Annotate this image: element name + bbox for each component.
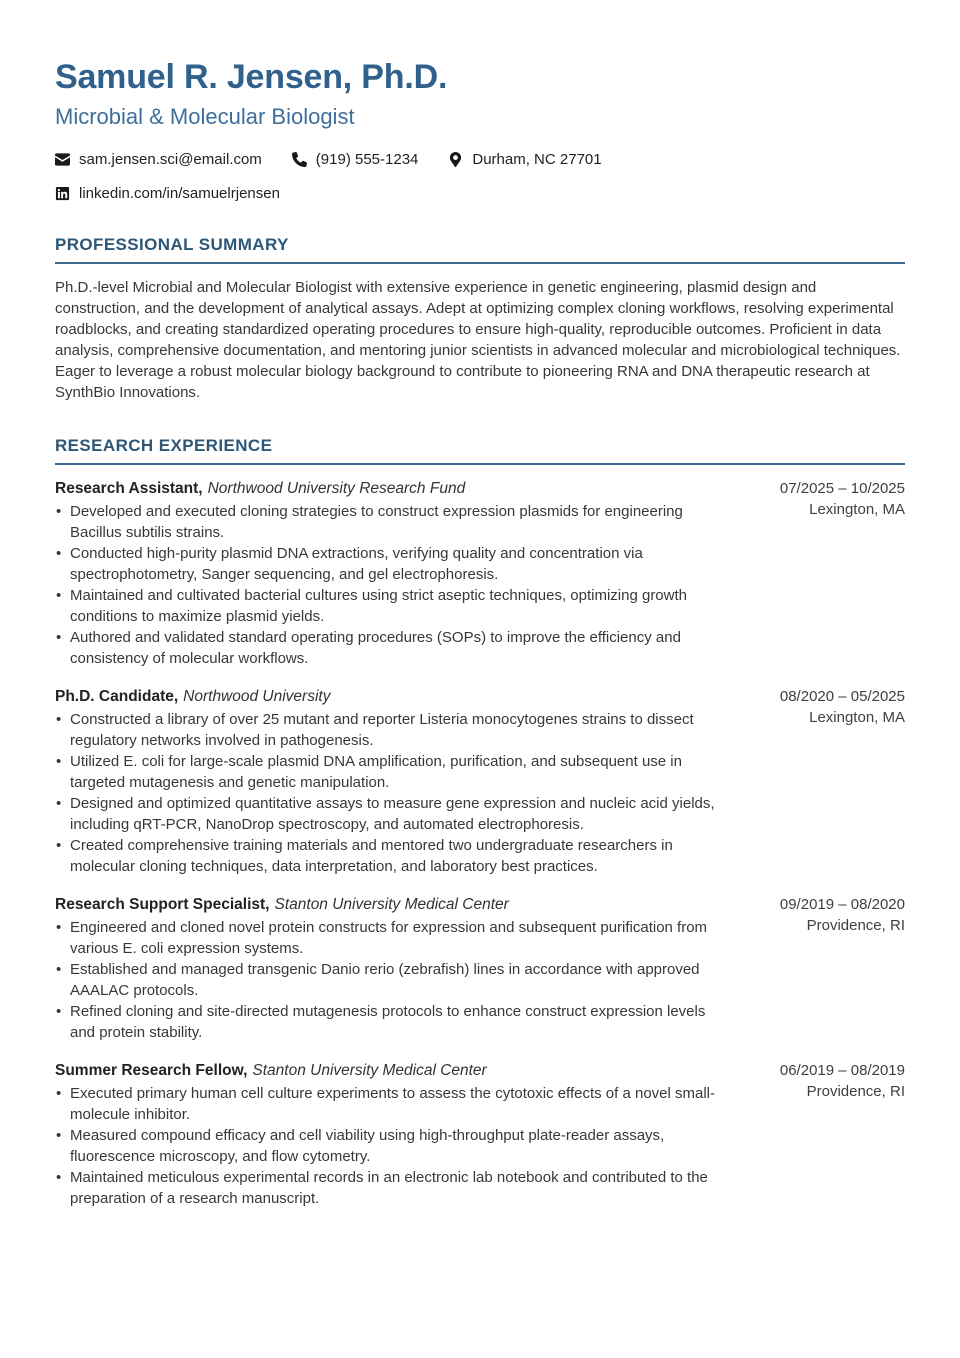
job-position: Summer Research Fellow, [55,1062,248,1080]
contact-phone [292,151,419,168]
job-bullet: • Executed primary human cell culture experiments to assess the cytotoxic effects of a novel small-molecule inhibitor. [55,1083,730,1125]
job-main [55,686,730,877]
experience-section [55,436,905,1209]
summary-section [55,235,905,403]
job-position: Research Support Specialist, [55,896,270,914]
person-name: Samuel R. Jensen, Ph.D. [55,58,448,96]
contact-phone-text: (919) 555-1234 [315,151,419,169]
job-location: Lexington, MA [809,709,905,727]
job-location: Lexington, MA [809,501,905,519]
job-bullets [55,501,730,669]
contact-location [448,151,601,168]
job-entry [55,1060,905,1209]
job-bullet: • Conducted high-purity plasmid DNA extractions, verifying quality and concentration via spectrophotometry, Sanger sequencing, and gel electrophoresis. [55,543,730,585]
resume-header [55,58,905,202]
job-organization: Northwood University Research Fund [207,480,466,498]
job-bullet: • Constructed a library of over 25 mutant and reporter Listeria monocytogenes strains to dissect regulatory networks involved in pathogenesis. [55,709,730,751]
location-icon [448,152,463,167]
job-titleline [55,894,730,915]
experience-heading: RESEARCH EXPERIENCE [55,436,905,465]
job-titleline [55,478,730,499]
job-bullet: • Engineered and cloned novel protein constructs for expression and subsequent purification from various E. coli expression systems. [55,917,730,959]
job-organization: Stanton University Medical Center [252,1062,487,1080]
job-bullet: • Maintained meticulous experimental records in an electronic lab notebook and contributed to the preparation of a research manuscript. [55,1167,730,1209]
job-bullets [55,709,730,877]
job-bullet: • Refined cloning and site-directed mutagenesis protocols to enhance construct expression levels and protein stability. [55,1001,730,1043]
job-bullet: • Developed and executed cloning strategies to construct expression plasmids for engineering Bacillus subtilis strains. [55,501,730,543]
summary-text: Ph.D.-level Microbial and Molecular Biologist with extensive experience in genetic engineering, plasmid design and construction, and the development of analytical assays. Adept at optimizing complex cloning workflows, resolving experimental roadblocks, and creating standardized operating procedures to ensure high-quality, reproducible outcomes. Proficient in data analysis, comprehensive documentation, and mentoring junior scientists in advanced molecular and microbiological techniques. Eager to leverage a robust molecular biology background to contribute to pioneering RNA and DNA therapeutic research at SynthBio Innovations. [55,279,901,402]
job-main [55,1060,730,1209]
job-main [55,478,730,669]
job-position: Research Assistant, [55,480,203,498]
contact-row-secondary [55,185,905,202]
job-bullet: • Measured compound efficacy and cell viability using high-throughput plate-reader assays, fluorescence microscopy, and flow cytometry. [55,1125,730,1167]
job-organization: Stanton University Medical Center [274,896,509,914]
job-entry [55,686,905,877]
contact-email-text: sam.jensen.sci@email.com [79,151,262,169]
job-entry [55,894,905,1043]
job-bullet: • Maintained and cultivated bacterial cultures using strict aseptic techniques, optimizing growth conditions to maximize plasmid yields. [55,585,730,627]
contact-linkedin [55,185,280,202]
job-bullets [55,917,730,1043]
job-bullet: • Established and managed transgenic Danio rerio (zebrafish) lines in accordance with approved AAALAC protocols. [55,959,730,1001]
contact-email [55,151,262,168]
linkedin-icon [55,186,70,201]
experience-jobs [55,478,905,1209]
job-bullet: • Designed and optimized quantitative assays to measure gene expression and nucleic acid yields, including qRT-PCR, NanoDrop spectroscopy, and automated electrophoresis. [55,793,730,835]
email-icon [55,152,70,167]
job-bullets [55,1083,730,1209]
job-bullet: • Created comprehensive training materials and mentored two undergraduate researchers in molecular cloning techniques, data interpretation, and laboratory best practices. [55,835,730,877]
job-position: Ph.D. Candidate, [55,688,179,706]
job-dates: 08/2020 – 05/2025 [779,688,905,706]
job-bullet: • Utilized E. coli for large-scale plasmid DNA amplification, purification, and subsequent use in targeted mutagenesis and genetic manipulation. [55,751,730,793]
job-meta [730,894,905,1043]
job-meta [730,1060,905,1209]
job-dates: 09/2019 – 08/2020 [779,896,905,914]
job-location: Providence, RI [806,917,905,935]
person-title: Microbial & Molecular Biologist [55,104,355,130]
job-main [55,894,730,1043]
job-meta [730,478,905,669]
job-titleline [55,1060,730,1081]
contact-linkedin-text: linkedin.com/in/samuelrjensen [79,185,280,203]
job-entry [55,478,905,669]
job-dates: 06/2019 – 08/2019 [779,1062,905,1080]
job-organization: Northwood University [183,688,331,706]
phone-icon [292,152,307,167]
contact-row-primary [55,151,905,168]
job-meta [730,686,905,877]
job-bullet: • Authored and validated standard operating procedures (SOPs) to improve the efficiency and consistency of molecular workflows. [55,627,730,669]
contact-location-text: Durham, NC 27701 [472,151,602,169]
job-titleline [55,686,730,707]
summary-heading: PROFESSIONAL SUMMARY [55,235,905,264]
job-dates: 07/2025 – 10/2025 [779,480,905,498]
job-location: Providence, RI [806,1083,905,1101]
